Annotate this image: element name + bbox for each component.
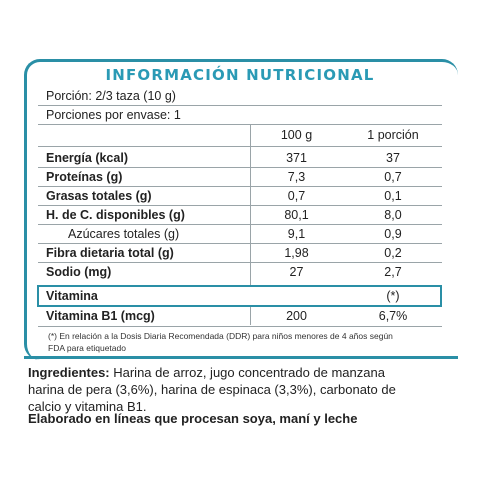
nutrient-label: H. de C. disponibles (g) [46, 208, 185, 222]
footnote-line-2: FDA para etiquetado [48, 343, 126, 353]
ingredients-line-3: calcio y vitamina B1. [28, 399, 147, 414]
ingredients-line-1 [28, 364, 478, 381]
nutrition-title: INFORMACIÓN NUTRICIONAL [105, 66, 375, 84]
divider [38, 326, 442, 327]
ingredients-text: Harina de arroz, jugo concentrado de manzana [109, 365, 385, 380]
nutrition-panel-bottom-border [24, 356, 458, 359]
allergen-note: Elaborado en líneas que procesan soya, maní y leche [28, 411, 358, 426]
nutrient-label: Proteínas (g) [46, 170, 123, 184]
vitamin-b1-value-100g: 200 [286, 309, 307, 323]
nutrient-value-100g: 371 [286, 151, 307, 165]
nutrient-value-portion: 0,7 [384, 170, 402, 184]
ingredients-line-2: harina de pera (3,6%), harina de espinaca (3,3%), carbonato de [28, 382, 396, 397]
divider [38, 262, 442, 263]
vitamin-b1-value-portion: 6,7% [378, 309, 408, 323]
vitamin-header-label: Vitamina [46, 289, 98, 303]
nutrient-value-100g: 27 [289, 265, 304, 279]
nutrient-label: Fibra dietaria total (g) [46, 246, 174, 260]
nutrient-value-100g: 0,7 [287, 189, 306, 203]
nutrient-label: Sodio (mg) [46, 265, 112, 279]
divider [38, 146, 442, 147]
vitamin-b1-label: Vitamina B1 (mcg) [46, 309, 155, 323]
divider [38, 224, 442, 225]
nutrient-value-100g: 1,98 [284, 246, 309, 260]
nutrient-value-portion: 8,0 [384, 208, 402, 222]
divider [38, 205, 442, 206]
nutrient-sublabel: Azúcares totales (g) [68, 227, 180, 241]
divider [38, 167, 442, 168]
nutrient-value-portion: 2,7 [384, 265, 402, 279]
portions-per-pack: Porciones por envase: 1 [46, 108, 181, 122]
vitamin-header-mark: (*) [386, 289, 400, 303]
column-header-100g: 100 g [280, 128, 313, 142]
nutrient-value-100g: 7,3 [287, 170, 306, 184]
nutrient-label: Grasas totales (g) [46, 189, 152, 203]
divider [38, 243, 442, 244]
nutrient-value-portion: 0,1 [384, 189, 402, 203]
divider [38, 186, 442, 187]
nutrient-value-100g: 80,1 [284, 208, 309, 222]
divider [38, 124, 442, 125]
portion-size: Porción: 2/3 taza (10 g) [46, 89, 176, 103]
column-header-portion: 1 porción [367, 128, 419, 142]
nutrient-value-portion: 0,9 [384, 227, 402, 241]
nutrient-label: Energía (kcal) [46, 151, 128, 165]
nutrient-value-portion: 0,2 [384, 246, 402, 260]
footnote-line-1: (*) En relación a la Dosis Diaria Recomendada (DDR) para niños menores de 4 años según [48, 331, 393, 341]
divider [38, 105, 442, 106]
nutrient-value-portion: 37 [386, 151, 400, 165]
ingredients-label: Ingredientes: [28, 365, 110, 380]
nutrient-value-100g: 9,1 [287, 227, 306, 241]
